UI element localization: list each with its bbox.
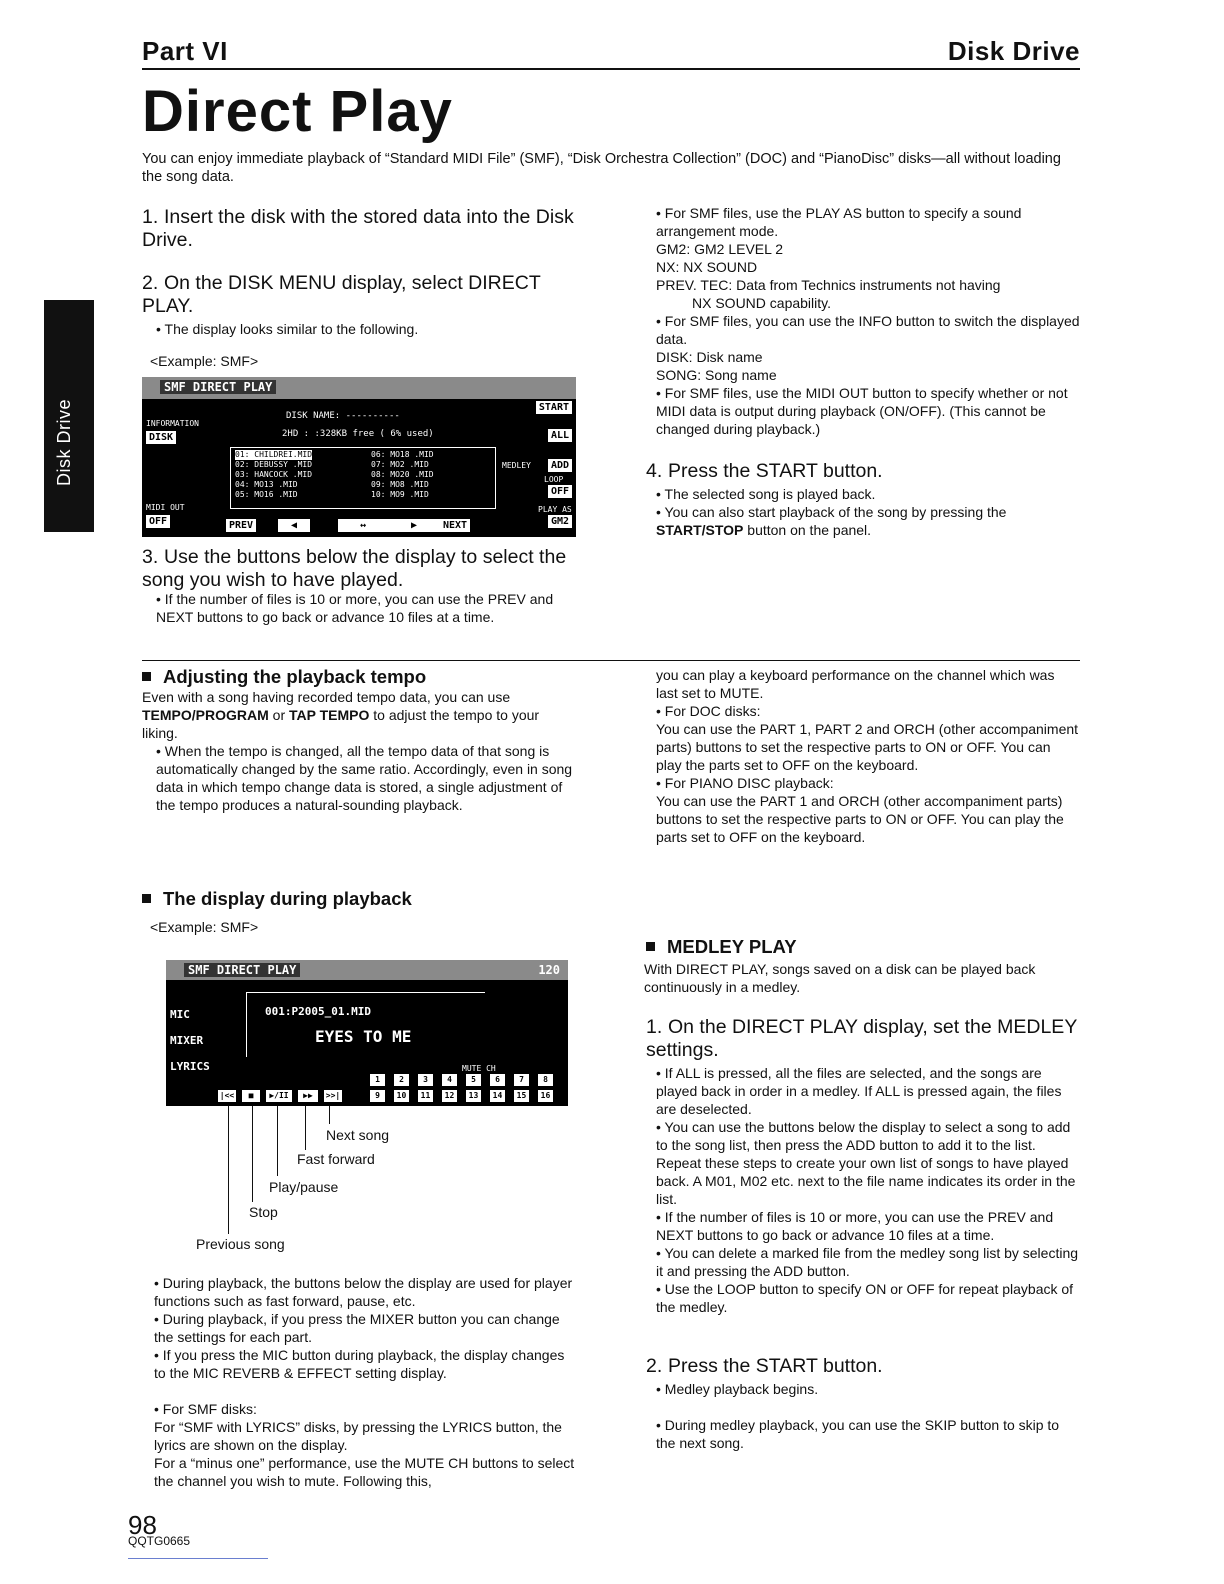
bullet-line: NX: NX SOUND: [656, 259, 758, 275]
medley-step-2: [646, 1355, 1080, 1378]
lcd-info-label: INFORMATION: [146, 419, 199, 428]
lcd-info-button[interactable]: DISK: [146, 431, 176, 444]
mute-ch-button[interactable]: 15: [514, 1090, 529, 1102]
bullet-line: DISK: Disk name: [656, 349, 763, 365]
heading-text: Adjusting the playback tempo: [163, 666, 427, 687]
page-title: Direct Play: [142, 79, 453, 144]
mute-ch-button[interactable]: 12: [442, 1090, 457, 1102]
callout-line-ff: [305, 1106, 306, 1150]
document-code: QQTG0665: [128, 1534, 191, 1548]
bullet-text: button on the panel.: [743, 522, 872, 538]
footer-rule: [128, 1558, 268, 1559]
medley-step-2-bullet: • Medley playback begins.: [656, 1381, 819, 1397]
medley-bullets: [656, 1064, 1080, 1316]
step-3-bullet: • If the number of files is 10 or more, you can use the PREV and NEXT buttons to go back or advance 10 files at a time.: [156, 591, 554, 625]
mute-ch-button[interactable]: 4: [442, 1074, 457, 1086]
bullet: • If you press the MIC button during playback, the display changes to the MIC REVERB & EFFECT setting display.: [154, 1347, 565, 1381]
step-text: Insert the disk with the stored data into the Disk Drive.: [142, 206, 574, 251]
bullet-line: NX SOUND capability.: [692, 295, 832, 311]
step-number: 3.: [142, 546, 159, 568]
file-item[interactable]: 04: MO13 .MID: [235, 480, 298, 489]
step-number: 1.: [646, 1016, 663, 1038]
example-label-1: <Example: SMF>: [150, 353, 259, 369]
lcd-free-space: 2HD : :328KB free ( 6% used): [282, 429, 434, 439]
bullet: • If the number of files is 10 or more, you can use the PREV and NEXT buttons to go back or advance 10 files at a time.: [656, 1209, 1054, 1243]
lcd-lyrics-button[interactable]: LYRICS: [170, 1060, 210, 1073]
bullet: • For DOC disks:: [656, 703, 761, 719]
lcd-song-name: EYES TO ME: [315, 1027, 412, 1046]
mute-ch-button[interactable]: 10: [394, 1090, 409, 1102]
heading-text: The display during playback: [163, 888, 412, 909]
lcd-scroll-icon[interactable]: ↔: [338, 519, 388, 532]
section-heading-display: [142, 888, 412, 910]
step-number: 2.: [142, 272, 159, 294]
file-item[interactable]: 02: DEBUSSY .MID: [235, 460, 313, 469]
section-rule: [142, 660, 1080, 661]
lcd-title: SMF DIRECT PLAY: [160, 380, 276, 394]
callout-line-play: [277, 1106, 278, 1176]
lcd-play-as-button[interactable]: GM2: [548, 515, 572, 528]
step-text: Press the START button.: [668, 460, 883, 482]
step-number: 2.: [646, 1355, 663, 1377]
lcd-title: SMF DIRECT PLAY: [184, 963, 300, 977]
bullet: • If ALL is pressed, all the files are selected, and the songs are played back in order in a medley. If ALL is pressed again, the files are deselected.: [656, 1065, 1062, 1117]
lcd-mixer-button[interactable]: MIXER: [170, 1034, 204, 1047]
callout-line-stop: [252, 1106, 253, 1202]
step-4: [646, 460, 1086, 483]
step-2-bullet: • The display looks similar to the following.: [156, 321, 419, 337]
file-item[interactable]: 05: MO16 .MID: [235, 490, 298, 499]
step-2: [142, 272, 582, 318]
lcd-direct-play-screen: [142, 377, 576, 537]
mute-ch-button[interactable]: 9: [370, 1090, 385, 1102]
lcd-file-col-right: [371, 450, 434, 500]
lcd-disk-name: DISK NAME: ----------: [286, 411, 400, 421]
paragraph: you can play a keyboard performance on the channel which was last set to MUTE.: [656, 667, 1055, 701]
step-text: Press the START button.: [668, 1355, 883, 1377]
step-number: 1.: [142, 206, 159, 228]
page-number: 98: [128, 1510, 157, 1540]
bullet-line: GM2: GM2 LEVEL 2: [656, 241, 784, 257]
lcd-all-button[interactable]: ALL: [548, 429, 572, 442]
lcd-title-bar: [166, 960, 568, 980]
mute-ch-button[interactable]: 14: [490, 1090, 505, 1102]
bullet-text: • You can also start playback of the song by pressing the: [656, 504, 1007, 520]
callout-play-pause: Play/pause: [269, 1179, 339, 1195]
bullet-line: You can use the PART 1 and ORCH (other accompaniment parts) buttons to set the respective parts to ON or OFF. You can play the parts set to OFF on the keyboard.: [656, 793, 1064, 845]
lcd-midi-out-label: MIDI OUT: [146, 503, 185, 512]
part-label: Part VI: [142, 36, 228, 66]
bullet: • During playback, if you press the MIXER button you can change the settings for each part.: [154, 1311, 560, 1345]
medley-step-1: [646, 1016, 1080, 1062]
mute-ch-button[interactable]: 1: [370, 1074, 385, 1086]
bullet-midi-out: • For SMF files, use the MIDI OUT button to specify whether or not MIDI data is output during playback (ON/OFF). (This cannot be changed during playback.): [656, 385, 1068, 437]
lcd-loop-label: LOOP: [544, 475, 564, 484]
step-text: Use the buttons below the display to select the song you wish to have played.: [142, 546, 567, 591]
file-item[interactable]: 10: MO9 .MID: [371, 490, 429, 499]
bullet-info: • For SMF files, you can use the INFO button to switch the displayed data.: [656, 313, 1080, 347]
intro-text: You can enjoy immediate playback of “Standard MIDI File” (SMF), “Disk Orchestra Collection” (DOC) and “PianoDisc” disks—all without loading the song data.: [142, 151, 1061, 185]
mute-ch-button[interactable]: 7: [514, 1074, 529, 1086]
lcd-prev-button[interactable]: PREV: [226, 519, 256, 532]
callout-previous-song: Previous song: [196, 1236, 285, 1252]
bullet-line: PREV. TEC: Data from Technics instruments not having: [656, 277, 1001, 293]
file-item[interactable]: 09: MO8 .MID: [371, 480, 429, 489]
callout-stop: Stop: [249, 1204, 278, 1220]
bold-text: TEMPO/PROGRAM: [142, 707, 269, 723]
lcd-file-name: 001:P2005_01.MID: [265, 1005, 371, 1018]
text: to adjust the tempo to your liking.: [142, 707, 540, 741]
step-text: On the DIRECT PLAY display, set the MEDLEY settings.: [646, 1016, 1077, 1061]
header-rule: [142, 68, 1080, 70]
bullet: • During playback, the buttons below the display are used for player functions such as fast forward, pause, etc.: [154, 1275, 573, 1309]
mute-ch-button[interactable]: 6: [490, 1074, 505, 1086]
step-number: 4.: [646, 460, 663, 482]
bullet: • You can use the buttons below the display to select a song to add to the song list, then press the ADD button to add it to the list. Repeat these steps to create your own list of songs to have played back. A M01, M02 etc. next to the file name indicates its order in the list.: [656, 1119, 1076, 1207]
play-pause-icon[interactable]: ▶/II: [266, 1090, 292, 1102]
file-item[interactable]: 06: MO18 .MID: [371, 450, 434, 459]
tempo-paragraph: [142, 688, 576, 742]
lcd-play-as-label: PLAY AS: [538, 505, 572, 514]
step-1: [142, 206, 582, 252]
lcd-title-bar: [142, 377, 576, 399]
section-heading-medley: [646, 936, 797, 958]
lcd-start-button[interactable]: START: [536, 401, 572, 414]
side-tab: [44, 300, 94, 532]
tempo-bullet: • When the tempo is changed, all the tempo data of that song is automatically changed by the same ratio. Accordingly, even in song data in which tempo change data is stored, a single adjustment of the tempo produces a natural-sounding playback.: [156, 743, 573, 813]
lcd-right-arrow-icon[interactable]: ▶: [388, 519, 440, 532]
lcd-medley-label: MEDLEY: [502, 461, 531, 470]
fast-forward-icon[interactable]: ▶▶: [298, 1090, 318, 1102]
bullet-line: For a “minus one” performance, use the MUTE CH buttons to select the channel you wish to mute. Following this,: [154, 1455, 575, 1489]
file-item[interactable]: 01: CHILDREI.MID: [235, 450, 313, 459]
stop-icon[interactable]: ■: [242, 1090, 260, 1102]
mute-ch-button[interactable]: 16: [538, 1090, 553, 1102]
mute-ch-button[interactable]: 5: [466, 1074, 481, 1086]
lcd-song-box: [246, 992, 485, 1057]
file-item[interactable]: 03: HANCOCK .MID: [235, 470, 313, 479]
mute-ch-button[interactable]: 3: [418, 1074, 433, 1086]
heading-text: MEDLEY PLAY: [667, 936, 797, 957]
bullet: • The selected song is played back.: [656, 486, 876, 502]
lcd-next-button[interactable]: NEXT: [440, 519, 470, 532]
text: Even with a song having recorded tempo data, you can use: [142, 689, 511, 705]
side-tab-label: Disk Drive: [54, 398, 74, 486]
section-label: Disk Drive: [947, 36, 1080, 66]
file-item[interactable]: 08: MO20 .MID: [371, 470, 434, 479]
previous-song-icon[interactable]: |<<: [219, 1091, 235, 1100]
bullet: • You can delete a marked file from the medley song list by selecting it and pressing the ADD button.: [656, 1245, 1079, 1279]
bullet-play-as: • For SMF files, use the PLAY AS button to specify a sound arrangement mode.: [656, 205, 1022, 239]
lcd-playback-screen: [166, 960, 568, 1106]
lcd-loop-button[interactable]: OFF: [548, 485, 572, 498]
bullet-line: For “SMF with LYRICS” disks, by pressing the LYRICS button, the lyrics are shown on the display.: [154, 1419, 562, 1453]
bullet: • For PIANO DISC playback:: [656, 775, 834, 791]
lcd-left-arrow-icon[interactable]: ◀: [278, 519, 310, 532]
mute-ch-button[interactable]: 11: [418, 1090, 433, 1102]
lcd-mute-ch-label: MUTE CH: [462, 1064, 496, 1073]
right-lower-text: [656, 666, 1080, 846]
medley-intro: With DIRECT PLAY, songs saved on a disk can be played back continuously in a medley.: [644, 961, 1036, 995]
file-item[interactable]: 07: MO2 .MID: [371, 460, 429, 469]
lcd-midi-out-button[interactable]: OFF: [146, 515, 170, 528]
mute-ch-button[interactable]: 8: [538, 1074, 553, 1086]
bold-text: TAP TEMPO: [289, 707, 370, 723]
lcd-file-list: [230, 447, 496, 509]
lcd-title-right: 120: [538, 963, 560, 977]
section-heading-tempo: [142, 666, 426, 688]
bullet: • For SMF disks:: [154, 1401, 257, 1417]
bullet-line: SONG: Song name: [656, 367, 777, 383]
step-4-bullets: [656, 485, 1080, 539]
next-song-icon[interactable]: >>|: [325, 1091, 341, 1100]
mute-ch-button[interactable]: 13: [466, 1090, 481, 1102]
display-bullets: [154, 1274, 576, 1490]
bullet-line: You can use the PART 1, PART 2 and ORCH (other accompaniment parts) buttons to set the respective parts to ON or OFF. You can play the parts set to OFF on the keyboard.: [656, 721, 1079, 773]
example-label-2: <Example: SMF>: [150, 919, 259, 935]
lcd-file-col-left: [235, 450, 312, 500]
step-text: On the DISK MENU display, select DIRECT PLAY.: [142, 272, 541, 317]
medley-skip-bullet: • During medley playback, you can use the SKIP button to skip to the next song.: [656, 1417, 1060, 1451]
lcd-mic-button[interactable]: MIC: [170, 1008, 190, 1021]
lcd-add-button[interactable]: ADD: [548, 459, 572, 472]
bullet: • Use the LOOP button to specify ON or OFF for repeat playback of the medley.: [656, 1281, 1074, 1315]
callout-fast-forward: Fast forward: [297, 1151, 375, 1167]
text: or: [268, 707, 290, 723]
mute-ch-button[interactable]: 2: [394, 1074, 409, 1086]
bullet-bold: START/STOP: [656, 522, 744, 538]
callout-line-next: [329, 1106, 330, 1124]
callout-next-song: Next song: [326, 1127, 390, 1143]
bullet: [656, 503, 1080, 539]
callout-line-prev: [228, 1106, 229, 1234]
right-bullets: [656, 204, 1080, 438]
step-3: [142, 546, 582, 592]
